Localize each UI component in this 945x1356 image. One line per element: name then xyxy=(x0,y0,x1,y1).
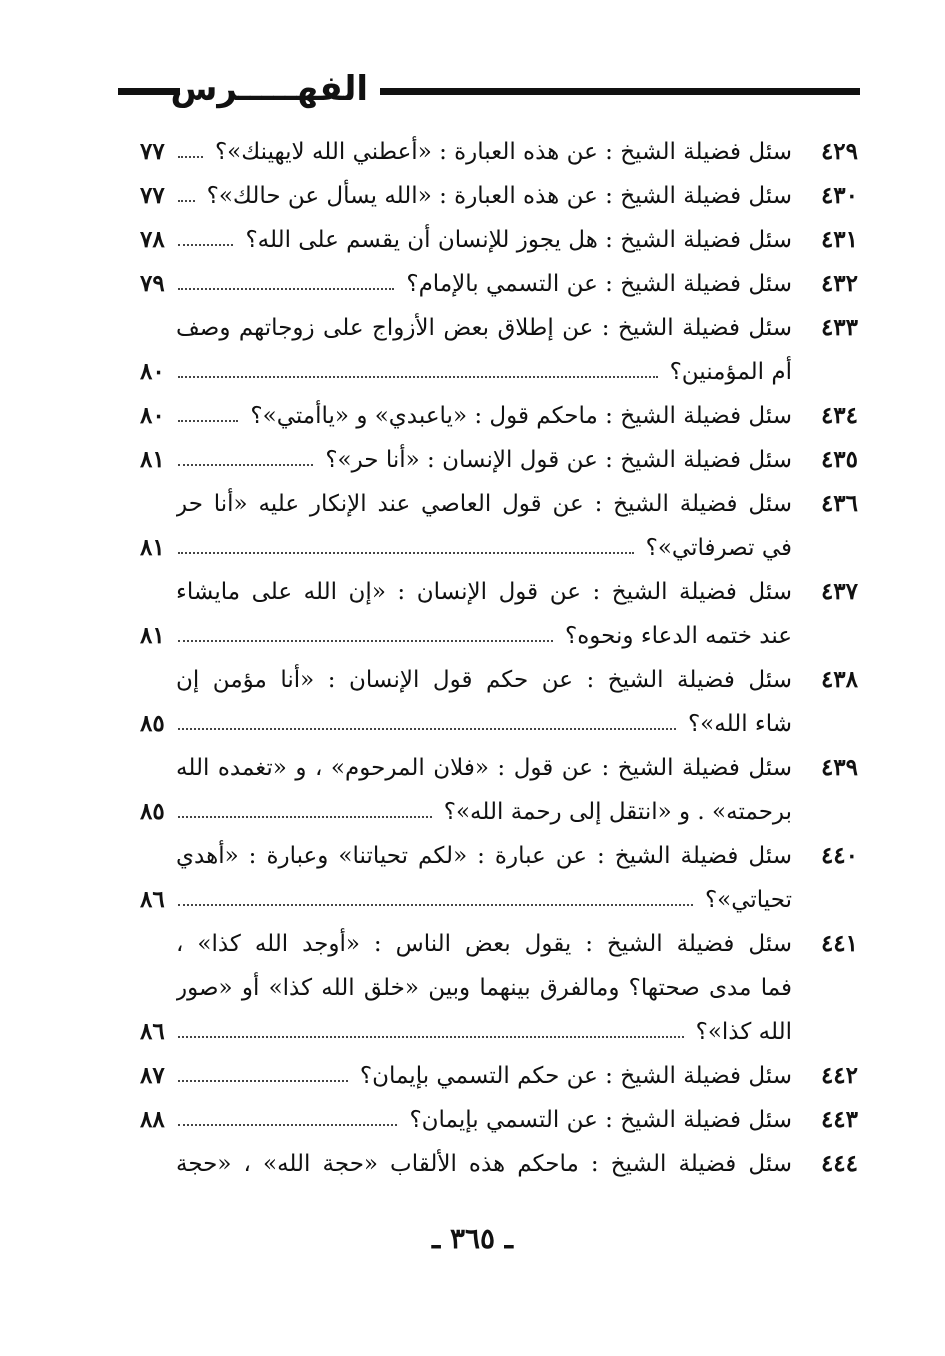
entry-page-number: ٨٦ xyxy=(140,1018,165,1045)
entry-text: فما مدى صحتها؟ ومالفرق بينهما وبين «خلق الله كذا» أو «صور xyxy=(176,975,792,1001)
entry-number: ٤٤٤ xyxy=(820,1150,858,1177)
entry-number: ٤٣٢ xyxy=(820,270,858,297)
entry-text: برحمته» . و «انتقل إلى رحمة الله»؟ xyxy=(443,799,792,825)
toc-entry-continuation xyxy=(140,878,858,922)
entry-text: الله كذا»؟ xyxy=(695,1019,792,1045)
page-title: الفهـــــرس xyxy=(170,69,368,109)
entry-text: تحياتي»؟ xyxy=(704,887,792,913)
dot-leader xyxy=(178,816,432,818)
entry-page-number: ٨١ xyxy=(140,534,165,561)
entry-number: ٤٣١ xyxy=(820,226,858,253)
entry-number: ٤٤١ xyxy=(820,930,858,957)
entry-number: ٤٣٦ xyxy=(820,490,858,517)
entry-page-number: ٨٧ xyxy=(140,1062,165,1089)
toc-entry xyxy=(140,130,858,174)
entry-number: ٤٣٥ xyxy=(820,446,858,473)
toc-entry-continuation xyxy=(140,1010,858,1054)
entry-number: ٤٤٢ xyxy=(820,1062,858,1089)
dot-leader xyxy=(178,464,313,466)
entry-page-number: ٧٩ xyxy=(140,270,165,297)
toc-entry xyxy=(140,262,858,306)
toc-entry xyxy=(140,834,858,878)
entry-page-number: ٧٨ xyxy=(140,226,165,253)
dot-leader xyxy=(178,1080,348,1082)
toc-entry xyxy=(140,218,858,262)
entry-text: سئل فضيلة الشيخ : عن حكم قول الإنسان : «أنا مؤمن إن xyxy=(176,667,792,693)
entry-text: سئل فضيلة الشيخ : عن عبارة : «لكم تحياتنا» وعبارة : «أهدي xyxy=(176,843,792,869)
toc-entry xyxy=(140,746,858,790)
entry-text: سئل فضيلة الشيخ : عن حكم التسمي بإيمان؟ xyxy=(359,1063,792,1089)
entry-number: ٤٣٩ xyxy=(820,754,858,781)
entry-number: ٤٣٨ xyxy=(820,666,858,693)
entry-number: ٤٢٩ xyxy=(820,138,858,165)
toc-entry-continuation xyxy=(140,614,858,658)
dot-leader xyxy=(178,728,676,730)
entry-text: سئل فضيلة الشيخ : عن قول الإنسان : «أنا حر»؟ xyxy=(325,447,792,473)
toc-entry xyxy=(140,1142,858,1186)
dot-leader xyxy=(178,1036,684,1038)
entry-page-number: ٨١ xyxy=(140,446,165,473)
dot-leader xyxy=(178,200,195,202)
entry-text: سئل فضيلة الشيخ : ماحكم هذه الألقاب «حجة الله» ، «حجة xyxy=(176,1151,792,1177)
dot-leader xyxy=(178,156,203,158)
entry-number: ٤٣٧ xyxy=(820,578,858,605)
toc-entry xyxy=(140,438,858,482)
dot-leader xyxy=(178,420,238,422)
entry-number: ٤٣٤ xyxy=(820,402,858,429)
page-header xyxy=(118,66,860,116)
entry-page-number: ٧٧ xyxy=(140,182,165,209)
entry-page-number: ٨٠ xyxy=(140,358,165,385)
entry-text: سئل فضيلة الشيخ : ماحكم قول : «ياعبدي» و «ياأمتي»؟ xyxy=(250,403,792,429)
entry-page-number: ٧٧ xyxy=(140,138,165,165)
toc-entry-continuation xyxy=(140,702,858,746)
toc-entry-continuation xyxy=(140,966,858,1010)
entry-page-number: ٨٦ xyxy=(140,886,165,913)
entry-text: عند ختمه الدعاء ونحوه؟ xyxy=(565,623,792,649)
entry-number: ٤٣٠ xyxy=(820,182,858,209)
entry-text: أم المؤمنين؟ xyxy=(669,359,792,385)
dot-leader xyxy=(178,376,658,378)
toc-entry xyxy=(140,482,858,526)
entry-number: ٤٣٣ xyxy=(820,314,858,341)
dot-leader xyxy=(178,288,394,290)
entry-page-number: ٨٥ xyxy=(140,710,165,737)
toc-entry xyxy=(140,922,858,966)
toc-entry-continuation xyxy=(140,790,858,834)
table-of-contents xyxy=(140,130,858,1186)
entry-text: سئل فضيلة الشيخ : عن هذه العبارة : «أعطني الله لايهينك»؟ xyxy=(214,139,792,165)
toc-entry xyxy=(140,394,858,438)
toc-entry xyxy=(140,658,858,702)
entry-text: سئل فضيلة الشيخ : يقول بعض الناس : «أوجد الله كذا» ، xyxy=(176,931,792,957)
toc-entry-continuation xyxy=(140,350,858,394)
entry-text: سئل فضيلة الشيخ : عن قول : «فلان المرحوم» ، و «تغمده الله xyxy=(176,755,792,781)
toc-entry xyxy=(140,174,858,218)
entry-text: سئل فضيلة الشيخ : عن هذه العبارة : «الله يسأل عن حالك»؟ xyxy=(206,183,792,209)
entry-page-number: ٨٨ xyxy=(140,1106,165,1133)
entry-number: ٤٤٠ xyxy=(820,842,858,869)
entry-text: سئل فضيلة الشيخ : عن إطلاق بعض الأزواج على زوجاتهم وصف xyxy=(176,315,792,341)
header-rule-right xyxy=(380,88,860,95)
entry-text: سئل فضيلة الشيخ : عن التسمي بالإمام؟ xyxy=(406,271,792,297)
dot-leader xyxy=(178,552,634,554)
entry-page-number: ٨١ xyxy=(140,622,165,649)
dot-leader xyxy=(178,1124,397,1126)
toc-entry xyxy=(140,570,858,614)
entry-text: سئل فضيلة الشيخ : عن التسمي بإيمان؟ xyxy=(409,1107,792,1133)
dot-leader xyxy=(178,904,693,906)
toc-entry-continuation xyxy=(140,526,858,570)
toc-entry xyxy=(140,1098,858,1142)
toc-entry xyxy=(140,1054,858,1098)
entry-text: سئل فضيلة الشيخ : هل يجوز للإنسان أن يقسم على الله؟ xyxy=(245,227,792,253)
entry-page-number: ٨٠ xyxy=(140,402,165,429)
entry-text: شاء الله»؟ xyxy=(687,711,792,737)
dot-leader xyxy=(178,244,233,246)
entry-text: سئل فضيلة الشيخ : عن قول العاصي عند الإنكار عليه «أنا حر xyxy=(176,491,792,517)
entry-number: ٤٤٣ xyxy=(820,1106,858,1133)
entry-text: في تصرفاتي»؟ xyxy=(645,535,792,561)
toc-entry xyxy=(140,306,858,350)
page-number: ـ ٣٦٥ ـ xyxy=(431,1222,514,1255)
entry-page-number: ٨٥ xyxy=(140,798,165,825)
entry-text: سئل فضيلة الشيخ : عن قول الإنسان : «إن الله على مايشاء xyxy=(176,579,792,605)
dot-leader xyxy=(178,640,553,642)
